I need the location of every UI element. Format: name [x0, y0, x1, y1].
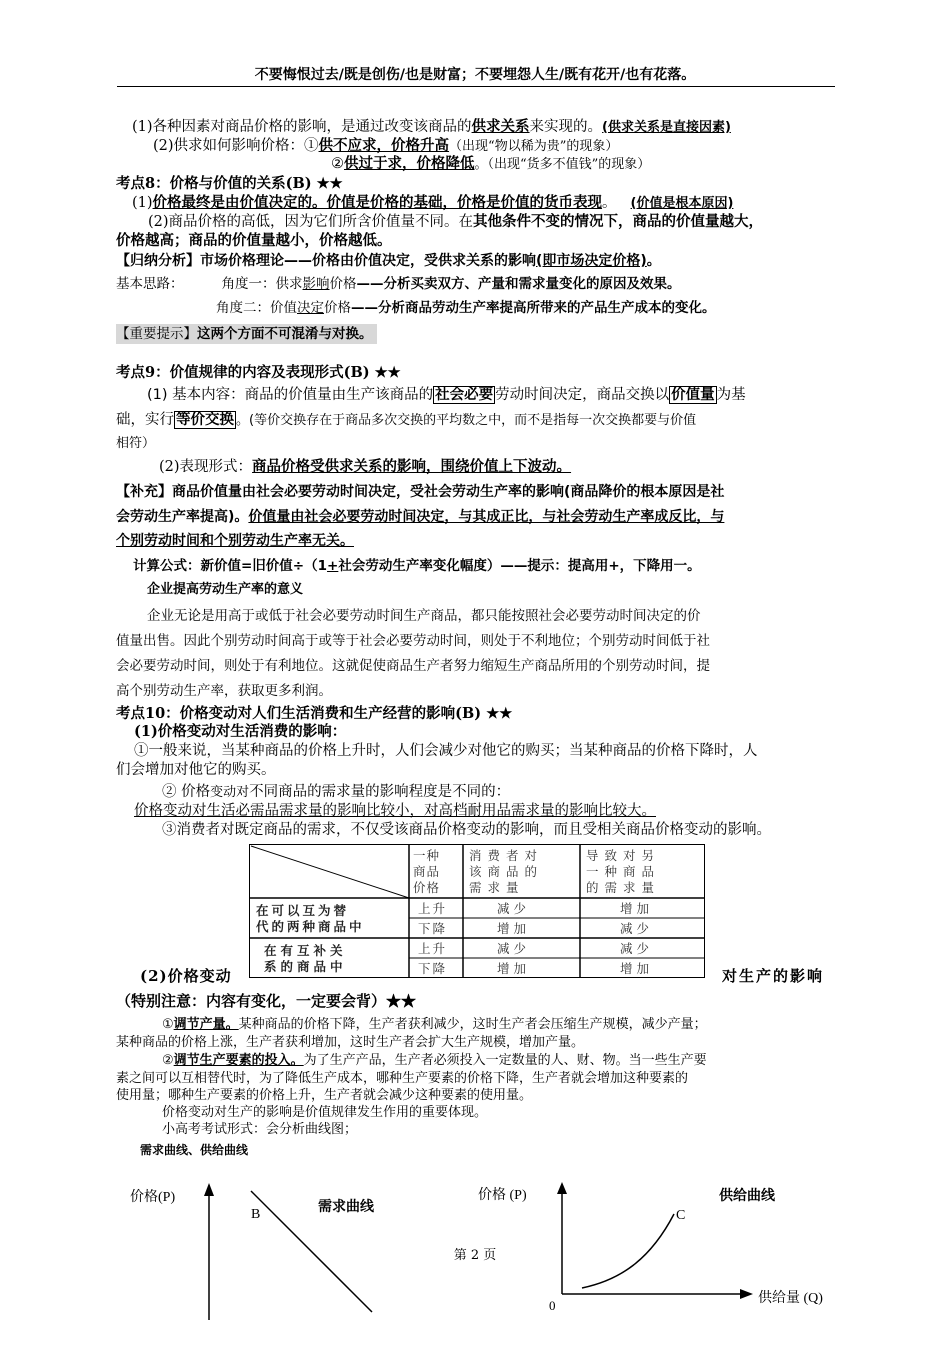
production-1b: 某种商品的价格上涨，生产者获利增加，这时生产者会扩大生产规模，增加产量。 — [116, 1035, 585, 1050]
supply-title: 供给曲线 — [719, 1188, 775, 1204]
supply-xlabel: 供给量 (Q) — [758, 1291, 823, 1306]
production-3: 价格变动对生产的影响是价值规律发生作用的重要体现。 — [162, 1105, 488, 1120]
supply-origin: 0 — [549, 1298, 556, 1313]
supplement-2: 会劳动生产率提高)。价值量由社会必要劳动时间决定，与其成正比，与社会劳动生产率成反比，与 — [116, 509, 725, 525]
enterprise-p2: 值量出售。因此个别劳动时间高于或等于社会必要劳动时间，则处于不利地位；个别劳动时间低于社 — [116, 633, 710, 649]
k9-line3: 相符） — [116, 436, 156, 451]
demand-axis-arrow — [204, 1183, 214, 1196]
k10-sub2-right: 对生产的影响 — [722, 967, 825, 985]
heading-k9: 考点9：价值规律的内容及表现形式(B) ★★ — [116, 364, 401, 381]
k10-line1: ①一般来说，当某种商品的价格上升时，人们会减少对他它的购买；当某种商品的价格下降时，人 — [134, 743, 758, 759]
th-price: 一种 商品 价格 — [413, 848, 441, 895]
curves-title: 需求曲线、供给曲线 — [140, 1143, 249, 1157]
supplement-3: 个别劳动时间和个别劳动生产率无关。 — [116, 533, 354, 549]
enterprise-p3: 会必要劳动时间，则处于有利地位。这就促使商品生产者努力缩短生产商品所用的个别劳动时间，提 — [116, 658, 710, 674]
formula: 计算公式：新价值=旧价值÷（1+社会劳动生产率变化幅度）——提示：提高用+，下降用一。 — [133, 558, 701, 574]
table-cell: 减少 — [620, 921, 654, 936]
thinking-angle-2: 角度二：价值决定价格——分析商品劳动生产率提高所带来的产品生产成本的变化。 — [216, 300, 716, 316]
exam-form: 小高考考试形式：会分析曲线图； — [162, 1122, 358, 1137]
table-cell: 增加 — [497, 921, 531, 936]
table-cell: 减少 — [497, 941, 531, 956]
table-cell: 增加 — [497, 961, 531, 976]
table-row: 下降 — [418, 961, 448, 976]
para-supply-demand-2: (2)供求如何影响价格：①供不应求，价格升高（出现“物以稀为贵”的现象） — [153, 137, 619, 154]
price-demand-table — [249, 844, 705, 978]
enterprise-p1: 企业无论是用高于或低于社会必要劳动时间生产商品，都只能按照社会必要劳动时间决定的价 — [147, 608, 701, 624]
table-row: 上升 — [418, 941, 448, 956]
k10-sub2-note: （特别注意：内容有变化，一定要会背）★★ — [116, 992, 417, 1010]
supply-ylabel: 价格 (P) — [478, 1188, 527, 1203]
k9-line1: (1) 基本内容：商品的价值量由生产该商品的 社会必要 劳动时间决定，商品交换以 价值量 为基 — [147, 387, 746, 403]
production-1: ①调节产量。某种商品的价格下降，生产者获利减少，这时生产者会压缩生产规模，减少产量； — [162, 1017, 707, 1032]
production-2b: 素之间可以互相替代时，为了降低生产成本，哪种生产要素的价格下降，生产者就会增加这种要素的 — [116, 1071, 689, 1086]
k8-line1: (1)价格最终是由价值决定的。价值是价格的基础，价格是价值的货币表现。 (价值是根本原因) — [132, 194, 734, 211]
supply-x-arrow — [740, 1289, 753, 1299]
para-supply-demand-3: ②供过于求，价格降低。（出现“货多不值钱”的现象） — [331, 155, 651, 172]
demand-point-label: B — [251, 1207, 261, 1222]
k8-line2: (2)商品价格的高低，因为它们所含价值量不同。在其他条件不变的情况下，商品的价值量越大， — [148, 213, 764, 230]
demand-ylabel: 价格(P) — [130, 1190, 176, 1205]
k10-line4: 价格变动对生活必需品需求量的影响比较小，对高档耐用品需求量的影响比较大。 — [134, 803, 656, 819]
heading-k8: 考点8：价格与价值的关系(B) ★★ — [116, 175, 343, 192]
enterprise-title: 企业提高劳动生产率的意义 — [147, 582, 304, 597]
supply-point-label: C — [676, 1208, 686, 1223]
para-supply-demand-1: (1)各种因素对商品价格的影响，是通过改变该商品的供求关系来实现的。(供求关系是直接因素) — [132, 118, 731, 135]
k10-line3: ② 价格变动对不同商品的需求量的影响程度是不同的： — [162, 784, 511, 800]
table-cell: 增加 — [620, 901, 654, 916]
supplement-1: 【补充】商品价值量由社会必要劳动时间决定，受社会劳动生产率的影响(商品降价的根本原因是社 — [116, 484, 725, 500]
th-own-demand: 消费者对 该商品的 需求量 — [469, 848, 544, 895]
table-row: 下降 — [418, 921, 448, 936]
thinking-angle-1: 基本思路： 角度一：供求影响价格——分析买卖双方、产量和需求量变化的原因及效果。 — [116, 276, 681, 292]
table-cell: 减少 — [620, 941, 654, 956]
production-2c: 使用量；哪种生产要素的价格上升，生产者就会减少这种要素的使用量。 — [116, 1088, 533, 1103]
production-2: ②调节生产要素的投入。为了生产产品，生产者必须投入一定数量的人、财、物。当一些生产要 — [162, 1053, 707, 1068]
page-number: 第 2 页 — [453, 1248, 497, 1263]
table-cell: 增加 — [620, 961, 654, 976]
k10-line5: ③消费者对既定商品的需求，不仅受该商品价格变动的影响，而且受相关商品价格变动的影响。 — [162, 822, 771, 838]
enterprise-p4: 高个别劳动生产率，获取更多利润。 — [116, 683, 332, 699]
summary-analysis: 【归纳分析】市场价格理论——价格由价值决定，受供求关系的影响(即市场决定价格)。 — [116, 253, 661, 269]
heading-k10: 考点10：价格变动对人们生活消费和生产经营的影响(B) ★★ — [116, 705, 513, 722]
th-other-demand: 导致对另 一种商品 的需求量 — [586, 848, 661, 895]
table-row: 上升 — [418, 901, 448, 916]
k9-line2: 础，实行 等价交换 。(等价交换存在于商品多次交换的平均数之中，而不是指每一次交换都要与价值 — [116, 412, 697, 428]
k8-line3: 价格越高；商品的价值量越小，价格越低。 — [116, 232, 392, 249]
important-note: 【重要提示】这两个方面不可混淆与对换。 — [116, 324, 377, 344]
k10-sub2-left: (2)价格变动 — [140, 967, 232, 985]
page-header: 不要悔恨过去/既是创伤/也是财富；不要埋怨人生/既有花开/也有花落。 — [254, 67, 696, 83]
demand-title: 需求曲线 — [318, 1199, 374, 1215]
k9-line4: (2)表现形式：商品价格受供求关系的影响，围绕价值上下波动。 — [159, 459, 572, 475]
k10-line2: 们会增加对他它的购买。 — [116, 762, 276, 778]
group-complement: 在有互补关 系的商品中 — [264, 943, 347, 974]
k10-sub1: (1)价格变动对生活消费的影响： — [134, 723, 347, 740]
table-cell: 减少 — [497, 901, 531, 916]
group-substitute: 在可以互为替 代的两种商品中 — [256, 903, 365, 934]
supply-y-arrow — [557, 1182, 567, 1194]
header-rule — [117, 86, 835, 87]
